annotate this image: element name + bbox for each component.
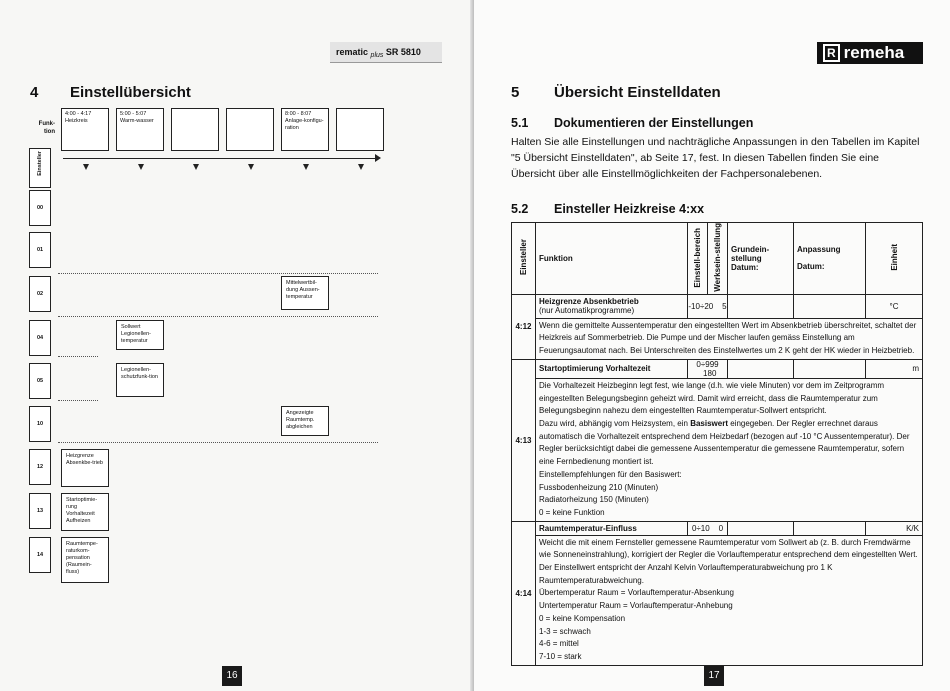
header-werks-label: Werksein-stellung — [713, 223, 722, 292]
header-anpassung — [794, 223, 866, 295]
function-box-text: Warm-wasser — [120, 118, 154, 124]
row-anpassung-value[interactable] — [794, 359, 866, 378]
row-function-title: Heizgrenze Absenkbetrieb — [539, 297, 639, 307]
logo-text: remeha — [843, 43, 905, 62]
funktion-label: Funk-tion — [38, 121, 55, 135]
row-code: 4:13 — [512, 359, 536, 521]
setting-box: Raumtempe-raturkom-pensation (Raumein-fluss) — [61, 537, 109, 583]
row-anpassung-value[interactable] — [794, 294, 866, 318]
row-factory: 0 — [718, 523, 724, 533]
row-range-factory — [688, 294, 728, 318]
row-divider — [58, 316, 378, 317]
arrow-down-icon — [358, 164, 364, 170]
description-line: Einstellempfehlungen für den Basiswert: — [539, 469, 682, 479]
description-line: Die Vorhaltezeit Heizbeginn legt fest, wie lange (d.h. wie viele Minuten) vor dem im Zeitprogramm eingestellten Belegungsbeginn geheizt wird. Damit wird erreicht, dass die Raumtemperatur zum Belegungsbeginn nahezu dem eingestellten Raumtemperatur-Sollwert entspricht. — [539, 380, 885, 416]
einsteller-row-code: 12 — [29, 449, 51, 485]
description-fragment: Dazu wird, abhängig vom Heizsystem, ein — [539, 418, 688, 428]
row-divider — [58, 273, 378, 274]
einsteller-row-code: 05 — [29, 363, 51, 399]
function-box — [281, 108, 329, 151]
left-page — [0, 0, 474, 691]
setting-box: Startoptimie-rung Vorhaltezeit Aufheizen — [61, 493, 109, 531]
row-description — [536, 378, 923, 521]
intro-paragraph: Halten Sie alle Einstellungen und nachträgliche Anpassungen in den Tabellen im Kapitel "5 Übersicht Einstelldaten", ab Seite 17, fest. In diesen Tabellen finden Sie eine Übersicht über alle Einstellmöglichkeiten der Fachpersonalebenen. — [511, 136, 920, 180]
row-grund-value[interactable] — [728, 359, 794, 378]
description-line: 4-6 = mittel — [539, 639, 579, 649]
row-function-name — [536, 294, 688, 318]
einsteller-row-code: 01 — [29, 232, 51, 268]
row-range-factory — [688, 359, 728, 378]
table-row-description — [512, 535, 923, 665]
description-emphasis: Basiswert — [690, 418, 728, 428]
left-page-header — [330, 42, 442, 63]
right-page — [474, 0, 950, 691]
row-unit: °C — [866, 294, 923, 318]
setting-box: Legionellen-schutzfunk-tion — [116, 363, 164, 397]
function-box-code: 8:00 - 8:07 — [285, 111, 312, 117]
row-grund-value[interactable] — [728, 294, 794, 318]
function-box — [171, 108, 219, 151]
function-box-text: Heizkreis — [65, 118, 88, 124]
einsteller-label: Einsteller — [37, 151, 43, 176]
einsteller-row-code: 00 — [29, 190, 51, 226]
header-plus: plus — [370, 52, 384, 59]
function-box-code: 5:00 - 5:07 — [120, 111, 147, 117]
description-line — [539, 418, 919, 469]
description-line: 1-3 = schwach — [539, 626, 591, 636]
description-line: 0 = keine Kompensation — [539, 613, 626, 623]
row-unit: K/K — [866, 521, 923, 535]
description-line: 0 = keine Funktion — [539, 507, 605, 517]
row-factory: 5 — [722, 301, 727, 311]
einsteller-row-code: 14 — [29, 537, 51, 573]
description-line: Radiatorheizung 150 (Minuten) — [539, 495, 649, 505]
description-line: Fussbodenheizung 210 (Minuten) — [539, 482, 659, 492]
description-fragment: eingegeben. Der Regler errechnet daraus automatisch die Vorhaltezeit entsprechend dem Heizbedarf (bezogen auf -10 °C Aussentemperatur). Der Regler berücksichtigt dabei die gemessene Aussentemperatur die gemessene Raumtemperatur, sofern eine Fernbedienung montiert ist. — [539, 418, 910, 467]
header-bereich-label: Einstell-bereich — [693, 227, 702, 288]
row-divider — [58, 442, 378, 443]
row-unit: m — [866, 359, 923, 378]
einsteller-label-box — [29, 148, 51, 188]
row-description: Wenn die gemittelte Aussentemperatur den eingestellten Wert im Absenkbetrieb überschreitet, schaltet der Heizkreis auf Sommerbetrieb. Die Pumpe und der Mischer laufen gemäss Einstellung am Feuerungsautomat nach. Bei Unterschreiten des Einstellwertes um 2 K geht der HK wieder in Heizbetrieb. — [536, 318, 923, 359]
setting-box: Angezeigte Raumtemp. abgleichen — [281, 406, 329, 436]
section-number: 4 — [30, 84, 39, 101]
einsteller-row-code: 13 — [29, 493, 51, 529]
page-number: 16 — [222, 666, 242, 686]
row-range-factory — [688, 521, 728, 535]
row-function-name: Startoptimierung Vorhaltezeit — [536, 359, 688, 378]
row-divider — [58, 400, 98, 401]
header-einheit-label: Einheit — [889, 244, 899, 271]
row-function-subtitle: (nur Automatikprogramme) — [539, 306, 635, 316]
row-range: -10÷20 — [688, 301, 714, 311]
flow-line — [63, 158, 375, 159]
table-row-description — [512, 318, 923, 359]
description-line: Untertemperatur Raum = Vorlauftemperatur-Anhebung — [539, 601, 733, 611]
page-number: 17 — [704, 666, 724, 686]
row-range: 0÷999 — [696, 359, 719, 369]
arrow-down-icon — [303, 164, 309, 170]
section-title: Übersicht Einstelldaten — [554, 84, 721, 101]
table-row — [512, 521, 923, 535]
subsection-number: 5.1 — [511, 116, 529, 130]
header-einsteller-label: Einsteller — [519, 239, 528, 276]
function-box — [336, 108, 384, 151]
header-grund-datum: Datum: — [731, 262, 759, 272]
arrow-down-icon — [248, 164, 254, 170]
arrow-right-icon — [375, 154, 381, 162]
header-brand: rematic — [336, 47, 369, 57]
function-box-text: Anlage-konfigu-ration — [285, 118, 324, 131]
header-grund-label: Grundein-stellung — [731, 244, 770, 263]
subsection-title: Einsteller Heizkreise 4:xx — [554, 202, 705, 216]
description-line: Übertemperatur Raum = Vorlauftemperatur-Absenkung — [539, 588, 734, 598]
header-model: SR 5810 — [385, 47, 421, 57]
row-code: 4:12 — [512, 294, 536, 359]
logo-mark: R — [823, 44, 840, 62]
table-row-description — [512, 378, 923, 521]
header-anpassung-datum: Datum: — [797, 262, 825, 272]
subsection-number: 5.2 — [511, 202, 529, 216]
header-grund — [728, 223, 794, 295]
flow-arrow-row — [63, 158, 383, 172]
header-werks — [708, 223, 728, 295]
function-box — [226, 108, 274, 151]
header-einsteller — [512, 223, 536, 295]
einsteller-row-code: 10 — [29, 406, 51, 442]
setting-box: Sollwert Legionellen-temperatur — [116, 320, 164, 350]
function-box — [116, 108, 164, 151]
row-factory: 180 — [703, 368, 717, 378]
description-line: Weicht die mit einem Fernsteller gemessene Raumtemperatur vom Sollwert ab (z. B. durch Fremdwärme wie Sonneneinstrahlung), korrigiert der Regler die Vorlauftemperatur entsprechend dem eingestellten Wert. Der Einstellwert entspricht der Anzahl Kelvin Vorlauftemperaturabweichung pro 1 K Raumtemperaturabweichung. — [539, 537, 918, 585]
row-description — [536, 535, 923, 665]
header-einheit — [866, 223, 923, 295]
row-range: 0÷10 — [691, 523, 710, 533]
header-funktion: Funktion — [536, 223, 688, 295]
header-bereich — [688, 223, 708, 295]
subsection-title: Dokumentieren der Einstellungen — [554, 116, 754, 130]
function-box-code: 4:00 - 4:17 — [65, 111, 92, 117]
section-title: Einstellübersicht — [70, 84, 191, 101]
setting-box: Mittelwertbil-dung Aussen-temperatur — [281, 276, 329, 310]
row-anpassung-value[interactable] — [794, 521, 866, 535]
remeha-logo — [817, 42, 923, 64]
description-line: 7-10 = stark — [539, 651, 582, 661]
table-header-row — [512, 223, 923, 295]
arrow-down-icon — [138, 164, 144, 170]
table-row — [512, 359, 923, 378]
settings-table — [511, 222, 923, 666]
function-box — [61, 108, 109, 151]
row-grund-value[interactable] — [728, 521, 794, 535]
header-anpassung-label: Anpassung — [797, 245, 841, 255]
row-divider — [58, 356, 98, 357]
setting-box: Heizgrenze Absenkbe-trieb — [61, 449, 109, 487]
table-row — [512, 294, 923, 318]
einsteller-row-code: 04 — [29, 320, 51, 356]
arrow-down-icon — [83, 164, 89, 170]
section-number: 5 — [511, 84, 520, 101]
arrow-down-icon — [193, 164, 199, 170]
row-function-name: Raumtemperatur-Einfluss — [536, 521, 688, 535]
einsteller-row-code: 02 — [29, 276, 51, 312]
row-code: 4:14 — [512, 521, 536, 665]
